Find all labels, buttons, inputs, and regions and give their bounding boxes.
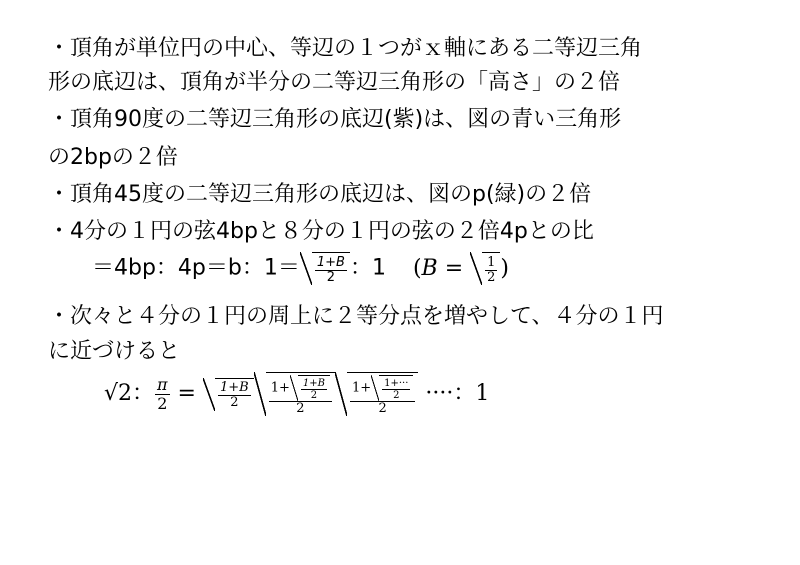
- nested-numerator: 1+ $\frac{1+\cdot\cdot\cdot}{2}$: [350, 375, 415, 402]
- b-definition: (B = $\frac{1}{2}$ ): [413, 256, 509, 281]
- text-line-4: の2bpの２倍: [48, 145, 178, 170]
- text-line-3: ・頂角90度の二等辺三角形の底辺(紫)は、図の青い三角形: [48, 107, 622, 132]
- text-line-2: 形の底辺は、頂角が半分の二等辺三角形の「高さ」の２倍: [48, 70, 621, 95]
- text-line-7: ・次々と４分の１円の周上に２等分点を増やして、４分の１円: [48, 304, 664, 329]
- sqrt-symbol: [300, 252, 350, 285]
- pi-over-two: $\frac{\pi}{2}$: [157, 374, 168, 413]
- ratio-lead: ＝4bp：4p＝b：1＝: [92, 255, 300, 281]
- text-line-6: ・4分の１円の弦4bpと８分の１円の弦の２倍4pとの比: [48, 219, 594, 244]
- ratio-equation: [92, 252, 509, 285]
- ratio-colon-one: ：1: [349, 255, 386, 281]
- sqrt-symbol: $\frac{1+\cdot\cdot\cdot}{2}$: [371, 375, 413, 401]
- sqrt-symbol: $\frac{1+B}{2}$: [290, 375, 330, 401]
- sqrt-symbol: $\frac{1+B}{2}$: [203, 378, 254, 411]
- sqrt-symbol: $\frac{1}{2}$: [470, 252, 500, 285]
- fraction-numerator: 1+B: [316, 254, 345, 270]
- sqrt-symbol: 1+ $\frac{1+\cdot\cdot\cdot}{2}$ 2: [335, 372, 418, 416]
- nested-numerator: 1+ $\frac{1+B}{2}$: [269, 375, 332, 402]
- text-line-8: に近づけると: [48, 339, 181, 364]
- text-line-5: ・頂角45度の二等辺三角形の底辺は、図のp(緑)の２倍: [48, 182, 592, 207]
- fraction-denominator: 2: [326, 269, 336, 285]
- limit-equation: √2： $\frac{\pi}{2}$ = $\frac{1+B}{2}$ 1+ $\frac{1+B}{2}$ 2 1+ $\frac{1+\cdot\cdot\cdot}{2}$ 2 ····：1: [104, 372, 489, 416]
- text-line-1: ・頂角が単位円の中心、等辺の１つがｘ軸にある二等辺三角: [48, 36, 643, 61]
- sqrt-two: √2: [104, 381, 133, 406]
- sqrt-symbol: 1+ $\frac{1+B}{2}$ 2: [254, 372, 335, 416]
- equation-tail: ····：1: [425, 381, 490, 406]
